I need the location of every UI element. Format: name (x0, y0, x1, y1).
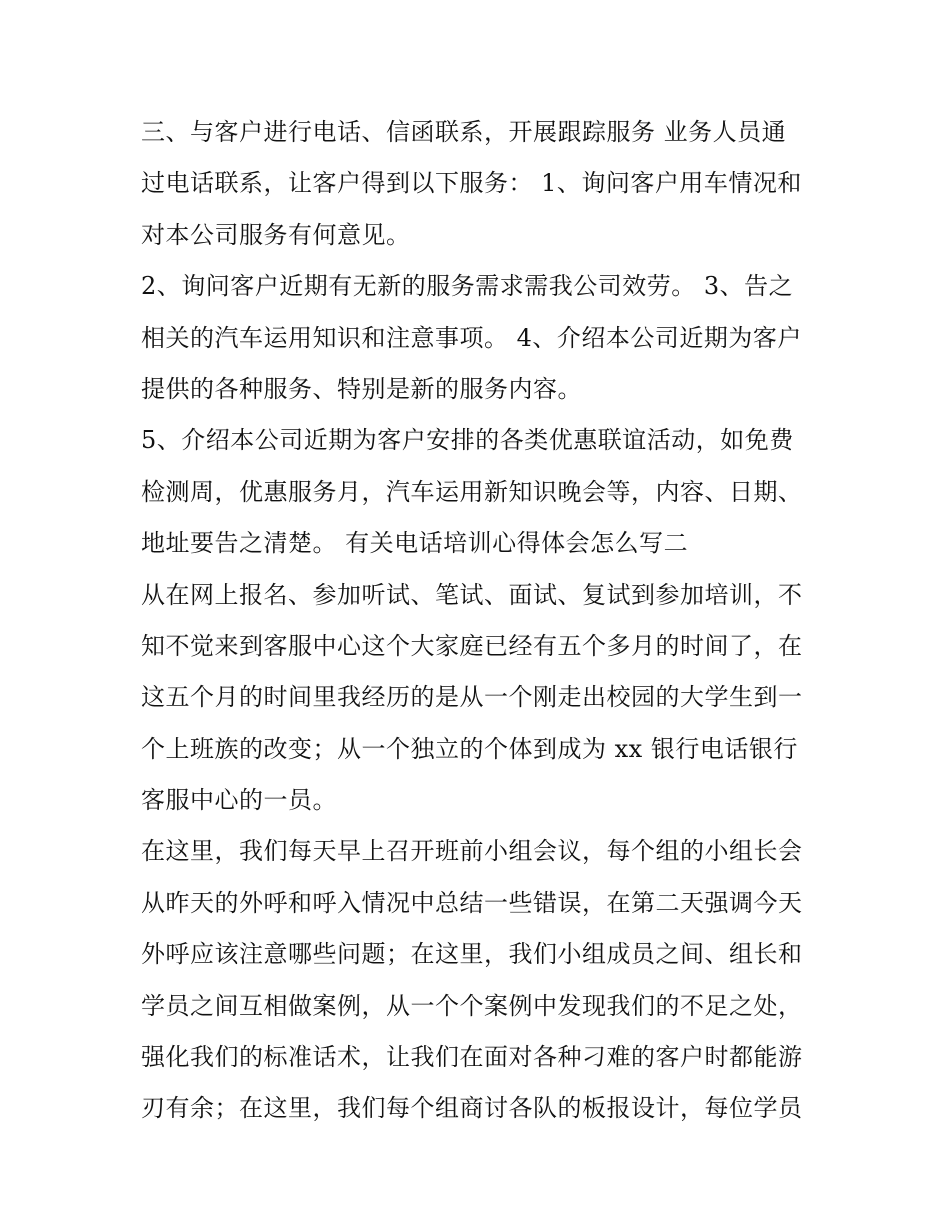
text-line: 在这里，我们每天早上召开班前小组会议，每个组的小组长会 (141, 837, 803, 866)
text-line: 对本公司服务有何意见。 (141, 220, 411, 249)
text-line: 知不觉来到客服中心这个大家庭已经有五个多月的时间了，在 (141, 631, 803, 660)
text-line: 刃有余；在这里，我们每个组商讨各队的板报设计，每位学员 (141, 1094, 803, 1123)
document-body (141, 107, 821, 1135)
text-line: 学员之间互相做案例，从一个个案例中发现我们的不足之处， (141, 991, 803, 1020)
text-line: 从在网上报名、参加听试、笔试、面试、复试到参加培训，不 (141, 580, 803, 609)
text-line: 提供的各种服务、特别是新的服务内容。 (141, 374, 582, 403)
text-line: 强化我们的标准话术，让我们在面对各种刁难的客户时都能游 (141, 1043, 803, 1072)
text-line: 个上班族的改变；从一个独立的个体到成为 xx 银行电话银行 (141, 734, 798, 763)
text-line: 相关的汽车运用知识和注意事项。 4、介绍本公司近期为客户 (141, 323, 802, 352)
text-line: 检测周，优惠服务月，汽车运用新知识晚会等，内容、日期、 (141, 477, 803, 506)
text-line: 这五个月的时间里我经历的是从一个刚走出校园的大学生到一 (141, 683, 803, 712)
text-line: 过电话联系，让客户得到以下服务： 1、询问客户用车情况和 (141, 169, 802, 198)
text-line: 从昨天的外呼和呼入情况中总结一些错误，在第二天强调今天 (141, 888, 803, 917)
text-line: 5、介绍本公司近期为客户安排的各类优惠联谊活动，如免费 (141, 426, 794, 455)
text-line: 2、询问客户近期有无新的服务需求需我公司效劳。 3、告之 (141, 272, 794, 301)
text-line: 客服中心的一员。 (141, 786, 337, 815)
text-line: 三、与客户进行电话、信函联系，开展跟踪服务 业务人员通 (141, 118, 787, 146)
text-line: 地址要告之清楚。 有关电话培训心得体会怎么写二 (141, 529, 689, 558)
text-line: 外呼应该注意哪些问题；在这里，我们小组成员之间、组长和 (141, 940, 803, 969)
